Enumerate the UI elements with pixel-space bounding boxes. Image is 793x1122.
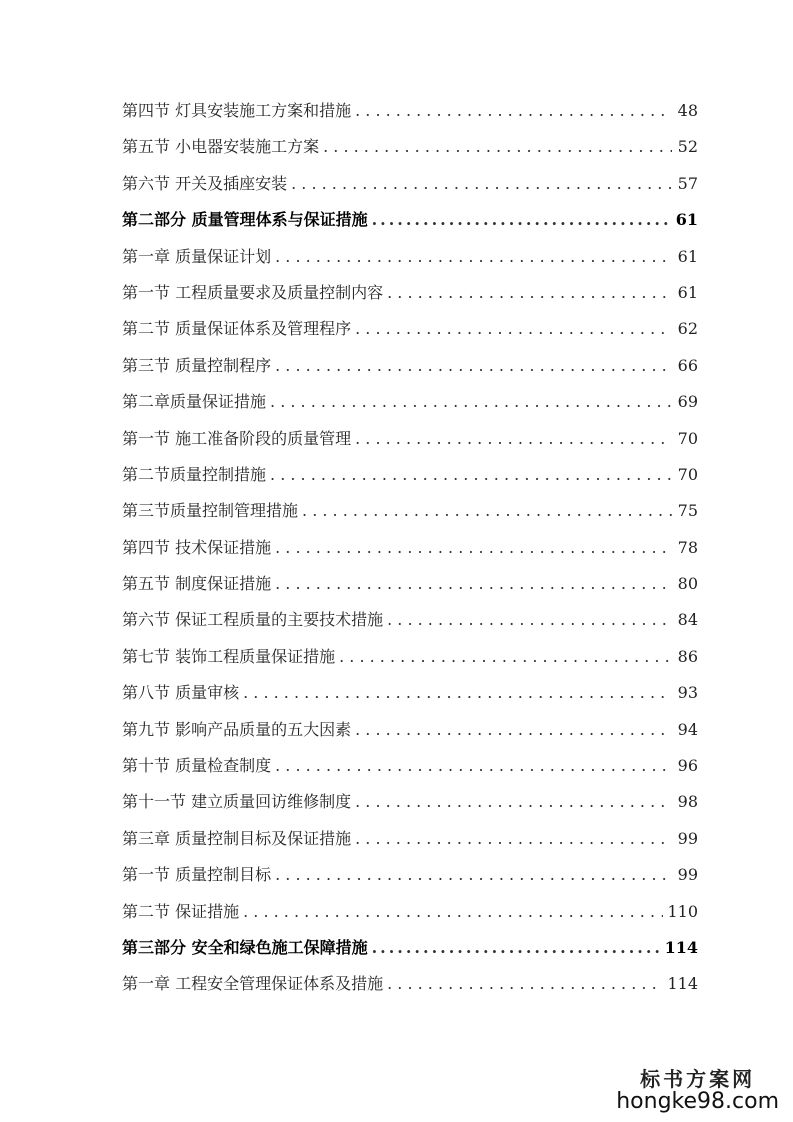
toc-entry[interactable] — [122, 275, 698, 311]
toc-entry-title: 第一章 工程安全管理保证体系及措施 — [122, 974, 384, 994]
toc-entry-title: 第三章 质量控制目标及保证措施 — [122, 828, 352, 848]
toc-entry[interactable] — [122, 421, 698, 457]
toc-page-number: 70 — [677, 428, 698, 448]
toc-page-number: 94 — [677, 719, 698, 739]
toc-page-number: 69 — [677, 392, 698, 412]
toc-dot-leader — [243, 894, 663, 930]
toc-part-entry[interactable] — [122, 930, 698, 966]
toc-entry-title: 第二节质量控制措施 — [122, 464, 267, 484]
toc-page-number: 48 — [677, 101, 698, 120]
toc-page-number: 75 — [677, 501, 698, 521]
toc-entry-title: 第五节 小电器安装施工方案 — [122, 137, 320, 157]
toc-page-number: 86 — [677, 646, 698, 666]
toc-dot-leader — [372, 930, 661, 966]
toc-entry[interactable] — [122, 821, 698, 857]
toc-page-number: 84 — [677, 610, 698, 630]
toc-entry-title: 第四节 技术保证措施 — [122, 537, 272, 557]
toc-dot-leader — [323, 129, 672, 165]
toc-entry-title: 第七节 装饰工程质量保证措施 — [122, 646, 336, 666]
toc-dot-leader — [387, 275, 672, 311]
toc-entry[interactable] — [122, 311, 698, 347]
toc-part-entry[interactable] — [122, 202, 698, 238]
toc-page-number: 70 — [677, 464, 698, 484]
toc-dot-leader — [275, 348, 672, 384]
toc-entry-title: 第四节 灯具安装施工方案和措施 — [122, 101, 352, 120]
toc-entry[interactable] — [122, 639, 698, 675]
toc-dot-leader — [339, 639, 672, 675]
toc-page-number: 78 — [677, 537, 698, 557]
table-of-contents — [122, 93, 698, 1003]
toc-dot-leader — [270, 457, 672, 493]
toc-entry-title: 第二部分 质量管理体系与保证措施 — [122, 210, 368, 230]
toc-dot-leader — [355, 784, 672, 820]
watermark-logo — [616, 1068, 779, 1114]
toc-dot-leader — [275, 748, 672, 784]
toc-entry-title: 第一节 工程质量要求及质量控制内容 — [122, 282, 384, 302]
toc-entry-title: 第二节 保证措施 — [122, 901, 240, 921]
toc-page-number: 62 — [677, 319, 698, 339]
toc-entry[interactable] — [122, 166, 698, 202]
toc-dot-leader — [291, 166, 672, 202]
toc-entry-title: 第十节 质量检查制度 — [122, 756, 272, 776]
toc-entry-title: 第三节 质量控制程序 — [122, 355, 272, 375]
watermark-chinese-text: 标书方案网 — [640, 1067, 756, 1091]
toc-entry[interactable] — [122, 784, 698, 820]
toc-page-number: 61 — [677, 246, 698, 266]
toc-dot-leader — [275, 566, 672, 602]
toc-entry-title: 第六节 开关及插座安装 — [122, 173, 288, 193]
toc-dot-leader — [243, 675, 672, 711]
toc-entry[interactable] — [122, 129, 698, 165]
toc-entry[interactable] — [122, 894, 698, 930]
toc-dot-leader — [302, 493, 672, 529]
toc-page-number: 57 — [677, 173, 698, 193]
toc-dot-leader — [355, 421, 672, 457]
toc-entry-title: 第八节 质量审核 — [122, 683, 240, 703]
toc-dot-leader — [275, 239, 672, 275]
toc-entry-title: 第一节 施工准备阶段的质量管理 — [122, 428, 352, 448]
toc-page-number: 114 — [667, 974, 698, 994]
toc-entry[interactable] — [122, 966, 698, 1002]
toc-page-number: 98 — [677, 792, 698, 812]
toc-dot-leader — [387, 966, 663, 1002]
toc-page-number: 66 — [677, 355, 698, 375]
toc-page-number: 99 — [677, 828, 698, 848]
toc-page-number: 61 — [675, 210, 698, 230]
toc-page-number: 110 — [667, 901, 698, 921]
watermark-url: hongke98.com — [616, 1089, 779, 1114]
toc-entry[interactable] — [122, 239, 698, 275]
toc-entry[interactable] — [122, 493, 698, 529]
toc-dot-leader — [275, 530, 672, 566]
toc-entry[interactable] — [122, 384, 698, 420]
toc-entry[interactable] — [122, 530, 698, 566]
toc-page-number: 96 — [677, 756, 698, 776]
toc-entry-title: 第六节 保证工程质量的主要技术措施 — [122, 610, 384, 630]
toc-entry[interactable] — [122, 566, 698, 602]
toc-dot-leader — [355, 93, 672, 129]
toc-dot-leader — [355, 821, 672, 857]
toc-page-number: 80 — [677, 574, 698, 594]
toc-entry-title: 第九节 影响产品质量的五大因素 — [122, 719, 352, 739]
toc-dot-leader — [355, 311, 672, 347]
toc-entry-title: 第一节 质量控制目标 — [122, 865, 272, 885]
toc-entry[interactable] — [122, 93, 698, 129]
toc-entry[interactable] — [122, 748, 698, 784]
toc-page-number: 93 — [677, 683, 698, 703]
toc-entry[interactable] — [122, 348, 698, 384]
toc-dot-leader — [387, 602, 672, 638]
toc-entry-title: 第二章质量保证措施 — [122, 392, 267, 412]
toc-dot-leader — [270, 384, 672, 420]
toc-entry-title: 第三节质量控制管理措施 — [122, 501, 299, 521]
toc-page-number: 61 — [677, 282, 698, 302]
toc-entry[interactable] — [122, 675, 698, 711]
toc-entry-title: 第三部分 安全和绿色施工保障措施 — [122, 937, 368, 957]
toc-entry[interactable] — [122, 857, 698, 893]
toc-dot-leader — [372, 202, 672, 238]
toc-entry[interactable] — [122, 602, 698, 638]
toc-dot-leader — [355, 712, 672, 748]
toc-entry-title: 第二节 质量保证体系及管理程序 — [122, 319, 352, 339]
toc-page-number: 99 — [677, 865, 698, 885]
toc-entry-title: 第五节 制度保证措施 — [122, 574, 272, 594]
toc-entry-title: 第一章 质量保证计划 — [122, 246, 272, 266]
toc-entry[interactable] — [122, 712, 698, 748]
toc-page-number: 52 — [677, 137, 698, 157]
toc-entry[interactable] — [122, 457, 698, 493]
toc-entry-title: 第十一节 建立质量回访维修制度 — [122, 792, 352, 812]
toc-dot-leader — [275, 857, 672, 893]
toc-page-number: 114 — [664, 937, 698, 957]
